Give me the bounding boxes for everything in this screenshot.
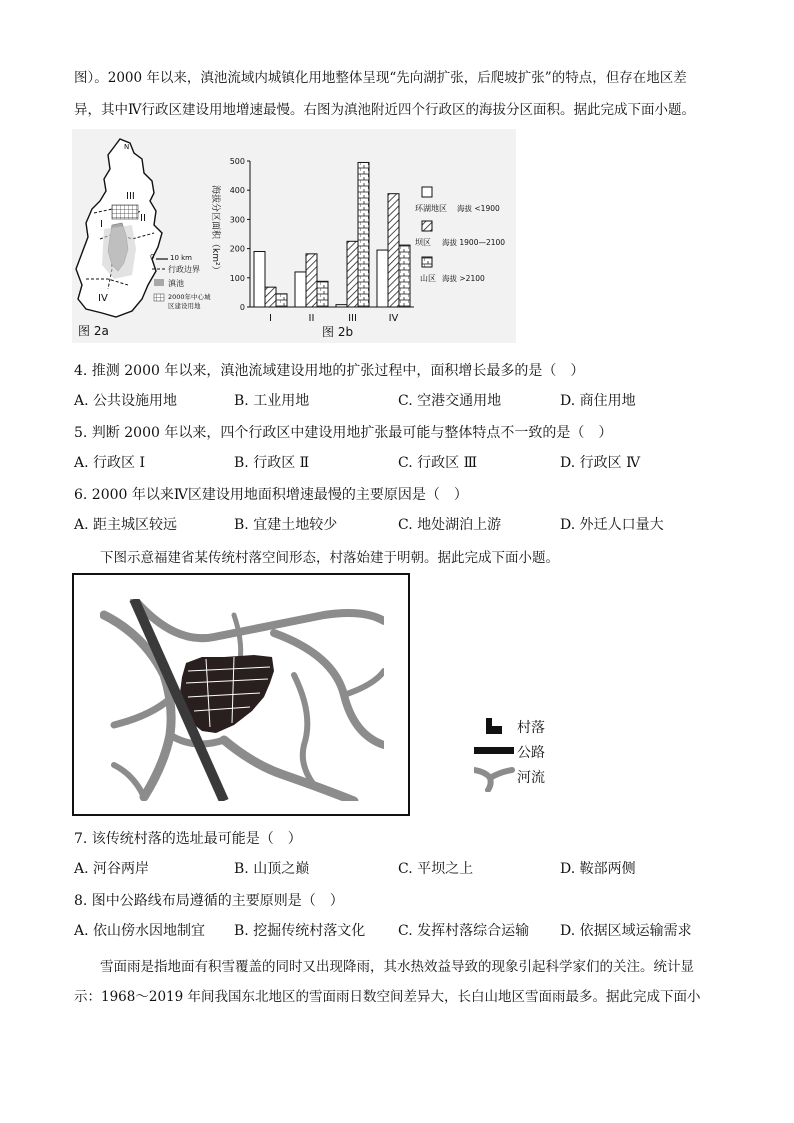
question-option[interactable]: A. 依山傍水因地制宜	[74, 923, 206, 939]
chart-2b	[210, 157, 505, 339]
y-tick-label: 400	[229, 186, 245, 196]
legend-boundary: 行政边界	[168, 265, 200, 274]
map-2a	[76, 139, 211, 338]
y-tick-label: 200	[229, 244, 245, 254]
intro-3-line-2: 示：1968～2019 年间我国东北地区的雪面雨日数空间差异大，长白山地区雪面雨最多。据此完成下面小	[74, 989, 701, 1005]
village-symbol	[486, 718, 502, 734]
village	[180, 655, 274, 733]
region-label-iii: III	[126, 191, 135, 202]
river-symbol	[474, 770, 512, 790]
question-option[interactable]: C. 地处湖泊上游	[398, 517, 502, 533]
legend-series-shanqu: 山区	[420, 274, 436, 283]
y-tick-label: 500	[229, 157, 245, 166]
legend-range-huanhu: 海拔 <1900	[457, 204, 500, 213]
question-option[interactable]: A. 公共设施用地	[74, 393, 178, 409]
bar-IV-series-2	[399, 245, 410, 307]
bar-III-series-1	[347, 241, 358, 307]
scale-zero: 0	[150, 253, 155, 261]
legend-range-shanqu: 海拔 >2100	[442, 274, 485, 283]
river-branch-2	[114, 695, 174, 725]
lake-buffer	[102, 225, 136, 279]
y-tick-label: 100	[229, 273, 245, 283]
region-label-ii: II	[140, 213, 146, 224]
bar-IV-series-1	[388, 194, 399, 307]
intro-line-1: 图）。2000 年以来，滇池流域内城镇化用地整体呈现“先向湖扩张，后爬坡扩张”的特点，但存在地区差	[74, 70, 687, 86]
region-label-i: I	[100, 219, 103, 230]
question-option[interactable]: B. 山顶之巅	[234, 861, 310, 877]
legend-lake: 滇池	[168, 279, 184, 288]
legend-swatch-huanhu	[422, 187, 432, 197]
question-stem: 5. 判断 2000 年以来，四个行政区中建设用地扩张最可能与整体特点不一致的是（ ）	[74, 425, 613, 441]
legend-urban-1: 2000年中心城	[168, 293, 211, 301]
figure-2	[72, 129, 516, 343]
y-tick-label: 0	[239, 303, 245, 312]
question-stem: 6. 2000 年以来Ⅳ区建设用地面积增速最慢的主要原因是（ ）	[74, 487, 468, 503]
figure-2b-label: 图 2b	[322, 325, 354, 339]
compass-n: N	[124, 143, 130, 151]
bar-I-series-0	[254, 252, 265, 307]
question-option[interactable]: D. 外迁人口量大	[560, 517, 664, 533]
question-option[interactable]: C. 发挥村落综合运输	[398, 923, 530, 939]
question-stem: 7. 该传统村落的选址最可能是（ ）	[74, 831, 302, 847]
question-option[interactable]: D. 商住用地	[560, 393, 636, 409]
river-branch-6	[114, 765, 144, 797]
figure-2-svg	[72, 129, 516, 343]
question-option[interactable]: D. 行政区 Ⅳ	[560, 455, 641, 471]
question-stem: 4. 推测 2000 年以来，滇池流域建设用地的扩张过程中，面积增长最多的是（ ）	[74, 363, 585, 379]
x-tick-label: IV	[388, 313, 399, 324]
scale-label: 10 km	[170, 254, 193, 262]
intro-2: 下图示意福建省某传统村落空间形态，村落始建于明朝。据此完成下面小题。	[100, 550, 559, 566]
question-option[interactable]: D. 依据区域运输需求	[560, 923, 692, 939]
question-option[interactable]: B. 宜建土地较少	[234, 517, 338, 533]
river-branch-5	[344, 671, 384, 695]
figure-2a-label: 图 2a	[78, 324, 109, 338]
intro-3-line-1: 雪面雨是指地面有积雪覆盖的同时又出现降雨，其水热效益导致的现象引起科学家们的关注。统计显	[100, 959, 694, 975]
bar-I-series-2	[276, 294, 287, 307]
bar-II-series-1	[306, 254, 317, 307]
question-option[interactable]: D. 鞍部两侧	[560, 861, 636, 877]
question-option[interactable]: B. 挖掘传统村落文化	[234, 923, 366, 939]
figure-3-svg	[74, 575, 408, 814]
legend-range-baqu: 海拔 1900—2100	[442, 238, 506, 247]
x-tick-label: III	[348, 313, 357, 324]
river-east	[274, 633, 384, 745]
legend-urban-2: 区建设用地	[168, 302, 201, 310]
question-option[interactable]: A. 行政区 Ⅰ	[74, 455, 145, 471]
legend-lake-sample	[154, 279, 164, 286]
question-option[interactable]: A. 距主城区较远	[74, 517, 178, 533]
urban-2000	[112, 205, 138, 219]
y-tick-label: 300	[229, 215, 245, 225]
legend-road: 公路	[517, 745, 545, 761]
question-option[interactable]: C. 行政区 Ⅲ	[398, 455, 478, 471]
question-option[interactable]: C. 空港交通用地	[398, 393, 502, 409]
legend-swatch-shanqu	[422, 257, 432, 267]
question-option[interactable]: B. 行政区 Ⅱ	[234, 455, 310, 471]
bar-II-series-0	[295, 272, 306, 307]
bar-III-series-0	[336, 305, 347, 307]
legend-urban-sample	[154, 294, 164, 301]
road-symbol	[474, 747, 514, 754]
x-tick-label: II	[308, 313, 315, 324]
x-tick-label: I	[269, 313, 272, 324]
bar-I-series-1	[265, 287, 276, 307]
river-north	[134, 599, 384, 638]
legend-village: 村落	[517, 720, 545, 736]
question-stem: 8. 图中公路线布局遵循的主要原则是（ ）	[74, 893, 344, 909]
legend-series-huanhu: 环湖地区	[415, 204, 447, 213]
river-branch-3	[294, 675, 314, 785]
region-label-iv: IV	[98, 293, 108, 304]
bar-II-series-2	[317, 281, 328, 307]
intro-line-2: 异，其中Ⅳ行政区建设用地增速最慢。右图为滇池附近四个行政区的海拔分区面积。据此完成下面小题。	[74, 102, 695, 118]
question-option[interactable]: B. 工业用地	[234, 393, 310, 409]
y-axis-label: 海拔分区面积（km²）	[210, 185, 220, 275]
legend-swatch-baqu	[422, 221, 432, 231]
question-option[interactable]: A. 河谷两岸	[74, 861, 150, 877]
river-south	[224, 740, 354, 801]
bar-IV-series-0	[377, 250, 388, 307]
figure-3	[72, 573, 410, 816]
legend-series-baqu: 坝区	[415, 238, 431, 247]
question-option[interactable]: C. 平坝之上	[398, 861, 474, 877]
bar-III-series-2	[358, 162, 369, 307]
legend-river: 河流	[517, 770, 545, 786]
